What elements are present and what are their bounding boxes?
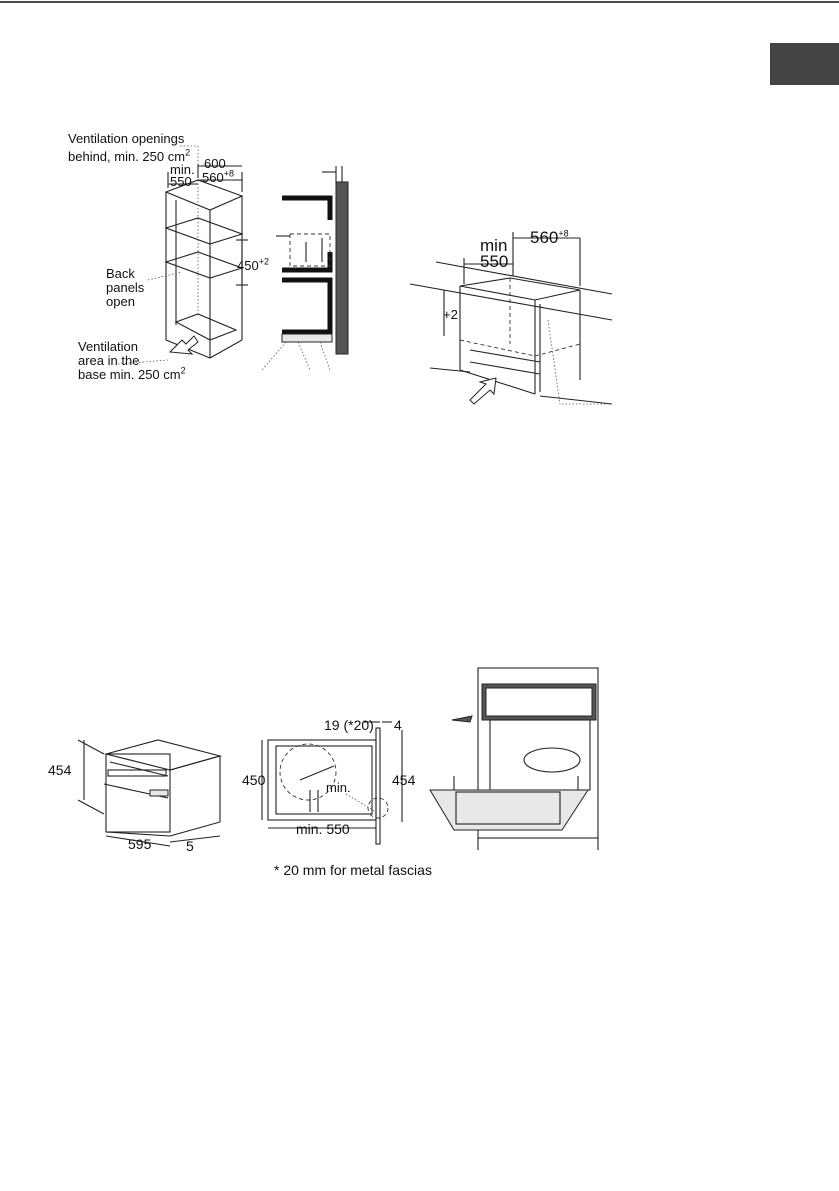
dim-600: 600: [204, 156, 226, 171]
dim-min-1: min.: [170, 162, 195, 177]
dim-450-3: 450: [242, 772, 266, 788]
vent-area-line3-text: base min. 250 cm: [78, 367, 181, 382]
dim-min-2: min: [480, 236, 508, 255]
back-panels-line1: Back: [106, 266, 135, 281]
dim-450-sup: +2: [258, 256, 269, 267]
dim-560-2-value: 560: [530, 228, 559, 247]
vent-area-line1: Ventilation: [78, 339, 138, 354]
dim-5: 5: [186, 838, 194, 854]
dim-595: 595: [128, 836, 152, 852]
dim-560-value: 560: [202, 170, 224, 185]
dim-560-sup: +8: [223, 168, 234, 179]
dim-min-3: min.: [326, 780, 351, 795]
dim-4: 4: [394, 717, 402, 733]
vent-area-sup: 2: [180, 365, 186, 376]
vent-area-line2: area in the: [78, 353, 140, 368]
footnote-metal-fascias: * 20 mm for metal fascias: [274, 862, 432, 878]
dim-plus2: +2: [443, 307, 458, 322]
vent-openings-line1: Ventilation openings: [68, 131, 185, 146]
dim-454-left: 454: [48, 762, 72, 778]
vent-openings-sup: 2: [185, 147, 191, 158]
dim-454-right: 454: [392, 772, 416, 788]
dim-450-value: 450: [237, 258, 259, 273]
dim-19: 19 (*20): [324, 717, 374, 733]
vent-openings-line2: behind, min. 250 cm: [68, 149, 186, 164]
back-panels-line3: open: [106, 294, 135, 309]
dim-min550: min. 550: [296, 821, 350, 837]
back-panels-line2: panels: [106, 280, 145, 295]
dim-550-1: 550: [170, 174, 192, 189]
dim-550-2: 550: [480, 252, 509, 271]
dim-560-2-sup: +8: [558, 228, 569, 239]
